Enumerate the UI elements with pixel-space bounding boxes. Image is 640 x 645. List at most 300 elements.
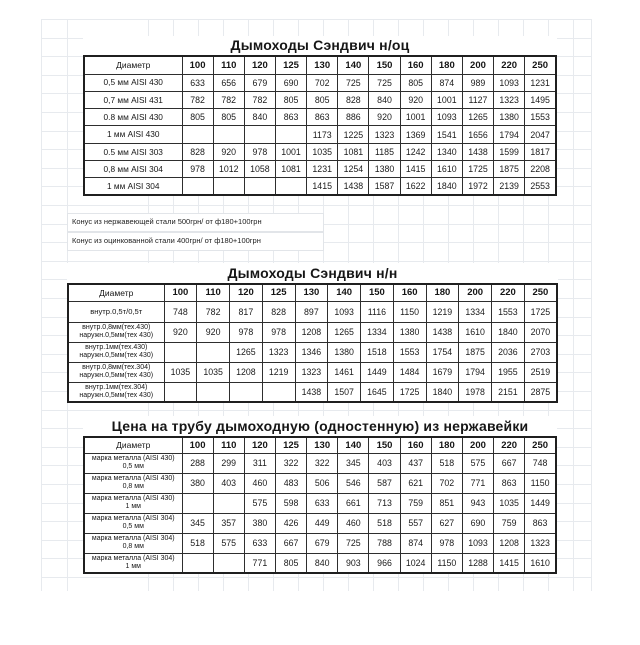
price-cell: 1495 [525, 91, 556, 108]
price-cell: 1116 [361, 301, 394, 322]
diameter-column-header: 130 [307, 437, 338, 453]
price-cell: 1035 [164, 362, 197, 382]
price-cell [182, 493, 213, 513]
price-table-single-wall [83, 436, 557, 574]
price-cell: 518 [182, 533, 213, 553]
price-cell: 357 [213, 513, 244, 533]
price-cell: 1035 [197, 362, 230, 382]
price-cell: 690 [275, 74, 306, 91]
price-cell: 1875 [459, 342, 492, 362]
price-cell: 1127 [462, 91, 493, 108]
price-cell: 1219 [426, 301, 459, 322]
price-cell: 1978 [459, 382, 492, 402]
price-cell: 1173 [307, 126, 338, 143]
table-row [68, 362, 557, 382]
price-cell: 1093 [494, 74, 525, 91]
price-cell: 863 [525, 513, 556, 533]
price-cell: 903 [338, 553, 369, 573]
table-row [84, 493, 556, 513]
price-cell: 518 [369, 513, 400, 533]
price-cell: 690 [462, 513, 493, 533]
price-cell: 920 [197, 322, 230, 342]
price-cell: 1438 [426, 322, 459, 342]
diameter-column-header: 150 [369, 437, 400, 453]
price-cell: 1288 [462, 553, 493, 573]
note-cone-galvanized: Конус из оцинкованной стали 400грн/ от ф180+100грн [67, 232, 324, 251]
price-cell: 1610 [431, 160, 462, 177]
price-cell: 403 [213, 473, 244, 493]
price-cell [213, 553, 244, 573]
price-cell: 874 [431, 74, 462, 91]
diameter-column-header: 110 [213, 56, 244, 74]
price-cell: 1265 [230, 342, 263, 362]
price-cell: 943 [462, 493, 493, 513]
price-cell: 449 [307, 513, 338, 533]
price-cell: 1955 [492, 362, 525, 382]
price-cell: 805 [182, 109, 213, 126]
price-cell: 679 [244, 74, 275, 91]
price-cell: 788 [369, 533, 400, 553]
diameter-header-cell: Диаметр [84, 437, 182, 453]
note-cone-stainless: Конус из нержавеющей стали 500грн/ от ф180+100грн [67, 213, 324, 232]
price-cell: 2208 [525, 160, 556, 177]
diameter-column-header: 250 [525, 56, 556, 74]
price-cell: 656 [213, 74, 244, 91]
row-label: 0,7 мм AISI 431 [84, 91, 182, 108]
price-cell: 587 [369, 473, 400, 493]
price-cell: 1323 [369, 126, 400, 143]
table-row [84, 109, 556, 126]
price-cell: 1219 [262, 362, 295, 382]
price-cell: 322 [307, 453, 338, 473]
price-cell: 1449 [361, 362, 394, 382]
price-cell: 1346 [295, 342, 328, 362]
diameter-column-header: 220 [492, 284, 525, 301]
price-cell: 1323 [494, 91, 525, 108]
price-table-sandwich-nn [67, 283, 558, 403]
price-cell: 1461 [328, 362, 361, 382]
price-cell: 828 [262, 301, 295, 322]
price-cell: 2703 [524, 342, 557, 362]
diameter-header-cell: Диаметр [84, 56, 182, 74]
diameter-column-header: 150 [361, 284, 394, 301]
price-cell [275, 178, 306, 195]
diameter-column-header: 100 [182, 437, 213, 453]
grid-line [41, 410, 591, 411]
price-cell: 1725 [393, 382, 426, 402]
price-cell: 1438 [295, 382, 328, 402]
price-cell: 1185 [369, 143, 400, 160]
row-label: марка металла (AISI 304) 0,5 мм [84, 513, 182, 533]
diameter-column-header: 120 [244, 437, 275, 453]
price-cell: 661 [338, 493, 369, 513]
price-cell: 483 [275, 473, 306, 493]
diameter-column-header: 220 [494, 56, 525, 74]
price-cell: 782 [197, 301, 230, 322]
price-cell: 1415 [307, 178, 338, 195]
price-cell [230, 382, 263, 402]
price-cell: 1001 [400, 109, 431, 126]
price-cell: 840 [369, 91, 400, 108]
price-cell: 598 [275, 493, 306, 513]
diameter-header-cell: Диаметр [68, 284, 164, 301]
table-row [84, 453, 556, 473]
price-cell: 863 [307, 109, 338, 126]
price-cell: 2151 [492, 382, 525, 402]
price-cell: 1380 [328, 342, 361, 362]
diameter-column-header: 140 [328, 284, 361, 301]
diameter-column-header: 100 [182, 56, 213, 74]
price-cell: 426 [275, 513, 306, 533]
price-cell [182, 553, 213, 573]
price-cell: 2139 [494, 178, 525, 195]
diameter-column-header: 250 [524, 284, 557, 301]
price-cell: 920 [369, 109, 400, 126]
price-cell: 1438 [338, 178, 369, 195]
price-cell: 1012 [213, 160, 244, 177]
price-cell: 1369 [400, 126, 431, 143]
price-cell: 748 [164, 301, 197, 322]
grid-line [41, 205, 591, 206]
price-cell: 1254 [338, 160, 369, 177]
price-cell: 702 [431, 473, 462, 493]
price-cell: 322 [275, 453, 306, 473]
price-cell: 1587 [369, 178, 400, 195]
price-cell [197, 382, 230, 402]
price-cell: 1231 [525, 74, 556, 91]
price-cell: 1645 [361, 382, 394, 402]
price-cell: 1610 [525, 553, 556, 573]
price-cell: 805 [275, 553, 306, 573]
diameter-column-header: 200 [462, 437, 493, 453]
diameter-column-header: 130 [307, 56, 338, 74]
price-cell: 1972 [462, 178, 493, 195]
table-row [84, 178, 556, 195]
grid-line [41, 19, 42, 591]
price-cell: 1150 [525, 473, 556, 493]
grid-line [591, 19, 592, 591]
price-cell: 920 [400, 91, 431, 108]
price-cell [164, 342, 197, 362]
price-cell: 1001 [275, 143, 306, 160]
price-cell: 1265 [462, 109, 493, 126]
row-label: 1 мм AISI 430 [84, 126, 182, 143]
price-cell: 863 [275, 109, 306, 126]
diameter-column-header: 120 [244, 56, 275, 74]
price-cell: 1208 [230, 362, 263, 382]
price-cell [182, 126, 213, 143]
price-cell: 759 [494, 513, 525, 533]
price-cell: 1001 [431, 91, 462, 108]
price-cell: 460 [338, 513, 369, 533]
price-cell: 1656 [462, 126, 493, 143]
grid-line [573, 19, 574, 591]
table-title-sandwich-nn: Дымоходы Сэндвич н/н [67, 263, 558, 283]
price-cell: 627 [431, 513, 462, 533]
price-cell: 1323 [295, 362, 328, 382]
price-cell: 863 [494, 473, 525, 493]
price-cell: 1599 [494, 143, 525, 160]
price-table-sandwich-noc [83, 55, 557, 196]
table-row [84, 126, 556, 143]
table-title-single-wall: Цена на трубу дымоходную (одностенную) из нержавейки [83, 416, 557, 436]
price-cell: 713 [369, 493, 400, 513]
row-label: внутр.1мм(тех.430) наружн.0,5мм(тех 430) [68, 342, 164, 362]
price-cell: 782 [182, 91, 213, 108]
price-cell: 2047 [525, 126, 556, 143]
table-row [84, 160, 556, 177]
price-cell [197, 342, 230, 362]
table-row [84, 74, 556, 91]
diameter-column-header: 125 [275, 56, 306, 74]
diameter-column-header: 250 [525, 437, 556, 453]
price-cell: 978 [431, 533, 462, 553]
price-cell: 1622 [400, 178, 431, 195]
price-cell: 1553 [393, 342, 426, 362]
price-cell [213, 126, 244, 143]
price-cell: 828 [338, 91, 369, 108]
row-label: 0.8 мм AISI 430 [84, 109, 182, 126]
price-cell: 805 [213, 109, 244, 126]
price-cell: 1323 [525, 533, 556, 553]
price-cell: 1035 [307, 143, 338, 160]
row-label: марка металла (AISI 430) 0,5 мм [84, 453, 182, 473]
price-cell: 920 [164, 322, 197, 342]
price-cell: 667 [275, 533, 306, 553]
price-cell: 1840 [431, 178, 462, 195]
price-cell: 920 [213, 143, 244, 160]
price-cell: 782 [244, 91, 275, 108]
price-cell: 702 [307, 74, 338, 91]
table-row [68, 382, 557, 402]
table-row [84, 473, 556, 493]
price-cell: 1081 [338, 143, 369, 160]
price-cell: 2553 [525, 178, 556, 195]
price-cell: 575 [462, 453, 493, 473]
row-label: внутр.1мм(тех.304) наружн.0,5мм(тех 430) [68, 382, 164, 402]
price-cell: 1840 [426, 382, 459, 402]
table-row [68, 301, 557, 322]
price-cell: 978 [182, 160, 213, 177]
price-cell: 679 [307, 533, 338, 553]
grid-line [41, 261, 591, 262]
table-row [84, 143, 556, 160]
table-row [84, 91, 556, 108]
price-cell: 518 [431, 453, 462, 473]
price-cell [213, 493, 244, 513]
diameter-column-header: 220 [494, 437, 525, 453]
price-cell: 633 [182, 74, 213, 91]
diameter-column-header: 200 [459, 284, 492, 301]
row-label: внутр.0,5т/0,5т [68, 301, 164, 322]
price-cell: 1541 [431, 126, 462, 143]
price-cell: 1380 [393, 322, 426, 342]
row-label: внутр.0,8мм(тех.304) наружн.0,5мм(тех 430) [68, 362, 164, 382]
price-cell: 1438 [462, 143, 493, 160]
price-cell: 725 [338, 74, 369, 91]
price-cell: 817 [230, 301, 263, 322]
price-cell: 288 [182, 453, 213, 473]
price-cell: 851 [431, 493, 462, 513]
price-cell: 437 [400, 453, 431, 473]
price-cell: 1150 [393, 301, 426, 322]
row-label: марка металла (AISI 304) 1 мм [84, 553, 182, 573]
price-cell: 759 [400, 493, 431, 513]
diameter-column-header: 100 [164, 284, 197, 301]
price-cell: 460 [244, 473, 275, 493]
price-cell: 1242 [400, 143, 431, 160]
price-cell: 1334 [361, 322, 394, 342]
price-cell: 1225 [338, 126, 369, 143]
price-cell: 1518 [361, 342, 394, 362]
price-cell: 2070 [524, 322, 557, 342]
grid-line [41, 577, 591, 578]
price-cell: 805 [275, 91, 306, 108]
price-cell: 771 [244, 553, 275, 573]
price-cell: 966 [369, 553, 400, 573]
diameter-column-header: 160 [400, 56, 431, 74]
price-cell: 621 [400, 473, 431, 493]
table-row [84, 533, 556, 553]
diameter-column-header: 180 [426, 284, 459, 301]
price-cell [213, 178, 244, 195]
price-cell: 725 [369, 74, 400, 91]
row-label: марка металла (AISI 304) 0,8 мм [84, 533, 182, 553]
price-cell: 557 [400, 513, 431, 533]
price-cell: 1380 [369, 160, 400, 177]
price-cell: 1323 [262, 342, 295, 362]
price-cell: 1024 [400, 553, 431, 573]
price-cell: 1380 [494, 109, 525, 126]
price-cell: 299 [213, 453, 244, 473]
grid-line [41, 19, 591, 20]
price-cell: 840 [244, 109, 275, 126]
price-cell: 2875 [524, 382, 557, 402]
price-cell: 1794 [459, 362, 492, 382]
price-cell [244, 126, 275, 143]
price-cell: 897 [295, 301, 328, 322]
price-cell: 546 [338, 473, 369, 493]
diameter-column-header: 160 [393, 284, 426, 301]
price-cell: 771 [462, 473, 493, 493]
price-cell: 1265 [328, 322, 361, 342]
price-cell: 633 [307, 493, 338, 513]
price-cell: 886 [338, 109, 369, 126]
price-cell: 575 [244, 493, 275, 513]
price-cell: 725 [338, 533, 369, 553]
price-cell: 1817 [525, 143, 556, 160]
price-cell: 345 [338, 453, 369, 473]
price-cell: 1507 [328, 382, 361, 402]
diameter-column-header: 140 [338, 56, 369, 74]
price-cell: 1093 [431, 109, 462, 126]
diameter-column-header: 200 [462, 56, 493, 74]
diameter-column-header: 125 [275, 437, 306, 453]
price-cell: 506 [307, 473, 338, 493]
diameter-column-header: 180 [431, 437, 462, 453]
price-cell: 1610 [459, 322, 492, 342]
diameter-column-header: 180 [431, 56, 462, 74]
price-cell: 1754 [426, 342, 459, 362]
row-label: 0,8 мм AISI 304 [84, 160, 182, 177]
price-cell: 1875 [494, 160, 525, 177]
table-title-sandwich-noc: Дымоходы Сэндвич н/оц [83, 36, 557, 55]
price-cell: 667 [494, 453, 525, 473]
price-cell: 805 [400, 74, 431, 91]
diameter-column-header: 110 [213, 437, 244, 453]
price-cell: 1840 [492, 322, 525, 342]
price-cell: 828 [182, 143, 213, 160]
price-cell: 1231 [307, 160, 338, 177]
price-cell: 1340 [431, 143, 462, 160]
row-label: внутр.0,8мм(тех.430) наружн.0,5мм(тех 430) [68, 322, 164, 342]
price-cell: 575 [213, 533, 244, 553]
diameter-column-header: 130 [295, 284, 328, 301]
diameter-column-header: 110 [197, 284, 230, 301]
price-cell: 1415 [494, 553, 525, 573]
price-cell: 1415 [400, 160, 431, 177]
price-cell: 1794 [494, 126, 525, 143]
price-cell: 1553 [492, 301, 525, 322]
price-cell [262, 382, 295, 402]
price-cell [164, 382, 197, 402]
price-cell: 805 [307, 91, 338, 108]
row-label: 1 мм AISI 304 [84, 178, 182, 195]
price-cell: 1035 [494, 493, 525, 513]
price-cell: 1081 [275, 160, 306, 177]
price-cell: 2519 [524, 362, 557, 382]
price-cell: 748 [525, 453, 556, 473]
price-cell: 311 [244, 453, 275, 473]
price-cell: 403 [369, 453, 400, 473]
price-cell [182, 178, 213, 195]
price-cell: 1484 [393, 362, 426, 382]
diameter-column-header: 125 [262, 284, 295, 301]
price-cell: 782 [213, 91, 244, 108]
price-cell: 633 [244, 533, 275, 553]
price-cell: 1093 [328, 301, 361, 322]
price-cell: 874 [400, 533, 431, 553]
price-cell: 989 [462, 74, 493, 91]
price-cell: 840 [307, 553, 338, 573]
table-row [68, 342, 557, 362]
table-row [84, 513, 556, 533]
table-row [84, 553, 556, 573]
price-cell [275, 126, 306, 143]
row-label: марка металла (AISI 430) 0,8 мм [84, 473, 182, 493]
diameter-column-header: 140 [338, 437, 369, 453]
price-cell: 380 [182, 473, 213, 493]
diameter-column-header: 120 [230, 284, 263, 301]
price-cell: 1150 [431, 553, 462, 573]
price-cell: 1725 [524, 301, 557, 322]
price-cell: 1449 [525, 493, 556, 513]
price-cell: 1334 [459, 301, 492, 322]
price-cell: 978 [262, 322, 295, 342]
price-cell: 1093 [462, 533, 493, 553]
price-cell: 1058 [244, 160, 275, 177]
price-cell: 1679 [426, 362, 459, 382]
diameter-column-header: 150 [369, 56, 400, 74]
row-label: 0,5 мм AISI 430 [84, 74, 182, 91]
price-cell: 380 [244, 513, 275, 533]
diameter-column-header: 160 [400, 437, 431, 453]
price-cell: 1725 [462, 160, 493, 177]
price-cell: 978 [230, 322, 263, 342]
price-cell: 978 [244, 143, 275, 160]
row-label: 0.5 мм AISI 303 [84, 143, 182, 160]
price-cell: 1208 [295, 322, 328, 342]
